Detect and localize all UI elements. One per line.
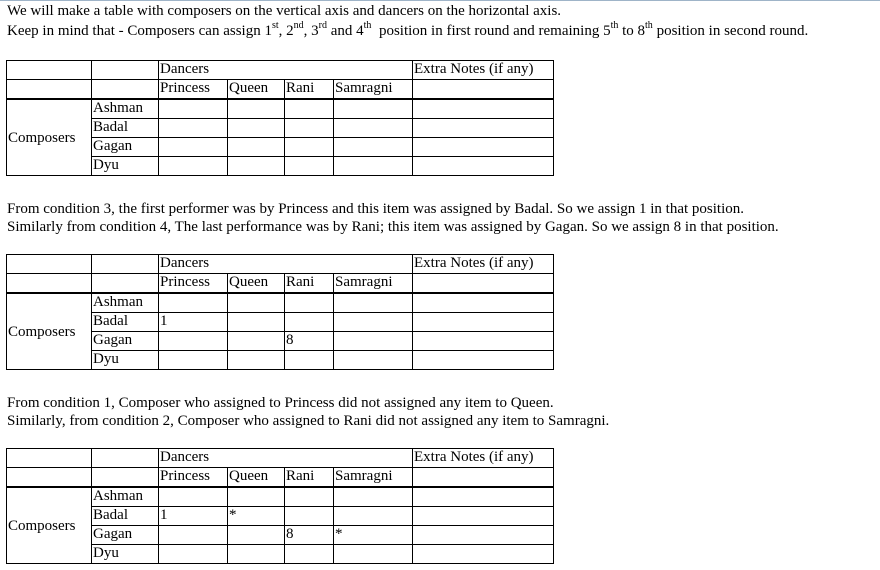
grid-cell [334, 351, 413, 370]
paragraph-3-line-2: Similarly, from condition 2, Composer who assigned to Rani did not assigned any item to Samragni. [7, 413, 610, 429]
dancer-header: Rani [285, 80, 334, 100]
notes-cell [413, 545, 554, 564]
grid-cell [285, 487, 334, 507]
dancers-header: Dancers [159, 255, 413, 274]
grid-cell [159, 332, 228, 351]
grid-cell [334, 313, 413, 332]
paragraph-3-line-1: From condition 1, Composer who assigned to Princess did not assigned any item to Queen. [7, 395, 554, 411]
composer-label: Badal [92, 313, 159, 332]
grid-cell [285, 99, 334, 119]
grid-cell [228, 138, 285, 157]
grid-cell [228, 351, 285, 370]
composer-label: Badal [92, 119, 159, 138]
composer-label: Dyu [92, 545, 159, 564]
notes-cell [413, 526, 554, 545]
grid-cell [285, 351, 334, 370]
dancers-header: Dancers [159, 449, 413, 468]
grid-cell [159, 545, 228, 564]
notes-cell [413, 487, 554, 507]
notes-cell [413, 99, 554, 119]
notes-cell [413, 507, 554, 526]
grid-cell [334, 545, 413, 564]
grid-cell [334, 99, 413, 119]
dancer-header: Samragni [334, 80, 413, 100]
dancer-header: Samragni [334, 274, 413, 294]
notes-cell [413, 351, 554, 370]
grid-cell [285, 313, 334, 332]
composers-label: Composers [7, 119, 92, 157]
composer-label: Ashman [92, 99, 159, 119]
grid-cell [159, 526, 228, 545]
grid-table-1 [6, 60, 554, 176]
dancers-header: Dancers [159, 61, 413, 80]
dancer-header: Queen [228, 80, 285, 100]
notes-cell [413, 332, 554, 351]
extra-notes-header: Extra Notes (if any) [413, 255, 554, 274]
composer-label: Ashman [92, 487, 159, 507]
grid-cell [285, 293, 334, 313]
grid-cell [159, 99, 228, 119]
composer-label: Gagan [92, 332, 159, 351]
dancer-header: Queen [228, 274, 285, 294]
intro-line-2: Keep in mind that - Composers can assign 1st, 2nd, 3rd and 4th position in first round and remaining 5th to 8th position in second round. [7, 20, 809, 39]
extra-notes-header: Extra Notes (if any) [413, 61, 554, 80]
grid-cell [228, 293, 285, 313]
grid-cell: 1 [159, 507, 228, 526]
grid-cell [334, 487, 413, 507]
dancer-header: Rani [285, 274, 334, 294]
corner-cell [7, 449, 92, 468]
composer-label: Gagan [92, 138, 159, 157]
grid-cell [228, 313, 285, 332]
grid-cell [285, 138, 334, 157]
corner-cell [7, 255, 92, 274]
composer-label: Ashman [92, 293, 159, 313]
grid-cell [334, 119, 413, 138]
grid-cell [159, 157, 228, 176]
grid-table-3 [6, 448, 554, 564]
composer-label: Badal [92, 507, 159, 526]
top-divider [0, 0, 880, 1]
grid-cell [228, 119, 285, 138]
grid-cell [159, 351, 228, 370]
grid-cell: 1 [159, 313, 228, 332]
composers-label: Composers [7, 507, 92, 545]
dancer-header: Princess [159, 468, 228, 488]
composer-label: Dyu [92, 351, 159, 370]
intro-line-1: We will make a table with composers on the vertical axis and dancers on the horizontal axis. [7, 3, 562, 19]
paragraph-2-line-1: From condition 3, the first performer was by Princess and this item was assigned by Badal. So we assign 1 in that position. [7, 201, 744, 217]
grid-cell [228, 157, 285, 176]
notes-cell [413, 313, 554, 332]
composer-label: Dyu [92, 157, 159, 176]
grid-cell [159, 293, 228, 313]
grid-cell [285, 545, 334, 564]
grid-cell: 8 [285, 332, 334, 351]
grid-table-2 [6, 254, 554, 370]
grid-cell [285, 507, 334, 526]
grid-cell [334, 138, 413, 157]
grid-cell [228, 487, 285, 507]
grid-cell [159, 487, 228, 507]
dancer-header: Rani [285, 468, 334, 488]
notes-cell [413, 119, 554, 138]
paragraph-2-line-2: Similarly from condition 4, The last performance was by Rani; this item was assigned by Gagan. So we assign 8 in that position. [7, 219, 779, 235]
grid-cell [228, 99, 285, 119]
grid-cell [159, 138, 228, 157]
grid-cell [228, 545, 285, 564]
grid-cell [159, 119, 228, 138]
extra-notes-header: Extra Notes (if any) [413, 449, 554, 468]
grid-cell: * [228, 507, 285, 526]
dancer-header: Princess [159, 274, 228, 294]
grid-cell: * [334, 526, 413, 545]
grid-cell [228, 332, 285, 351]
grid-cell [285, 157, 334, 176]
corner-cell [7, 61, 92, 80]
dancer-header: Samragni [334, 468, 413, 488]
grid-cell [334, 293, 413, 313]
notes-cell [413, 138, 554, 157]
notes-cell [413, 293, 554, 313]
grid-cell [285, 119, 334, 138]
grid-cell [334, 507, 413, 526]
composers-label: Composers [7, 313, 92, 351]
grid-cell [228, 526, 285, 545]
notes-cell [413, 157, 554, 176]
grid-cell [334, 332, 413, 351]
grid-cell: 8 [285, 526, 334, 545]
dancer-header: Queen [228, 468, 285, 488]
composer-label: Gagan [92, 526, 159, 545]
dancer-header: Princess [159, 80, 228, 100]
grid-cell [334, 157, 413, 176]
